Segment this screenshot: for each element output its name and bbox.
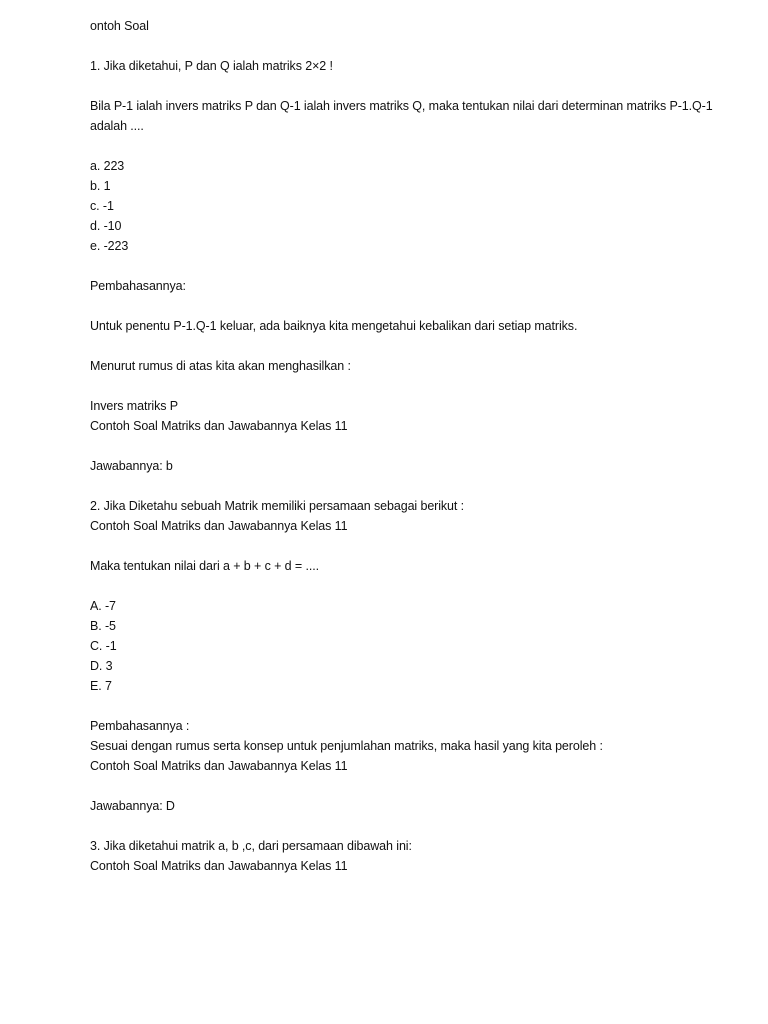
q2-answer: Jawabannya: D	[90, 799, 175, 813]
q2-option-c: C. -1	[90, 639, 117, 653]
q2-discussion-text-1: Sesuai dengan rumus serta konsep untuk penjumlahan matriks, maka hasil yang kita peroleh :	[90, 739, 603, 753]
q2-image-caption-2: Contoh Soal Matriks dan Jawabannya Kelas 11	[90, 759, 348, 773]
q1-option-d: d. -10	[90, 219, 122, 233]
q1-option-c: c. -1	[90, 199, 114, 213]
q1-option-b: b. 1	[90, 179, 111, 193]
q1-answer: Jawabannya: b	[90, 459, 173, 473]
spacer	[90, 776, 750, 796]
q1-option-a: a. 223	[90, 159, 125, 173]
q1-image-caption: Contoh Soal Matriks dan Jawabannya Kelas 11	[90, 419, 348, 433]
q1-question: 1. Jika diketahui, P dan Q ialah matriks 2×2 !	[90, 59, 333, 73]
spacer	[90, 136, 750, 156]
spacer	[90, 256, 750, 276]
q2-option-b: B. -5	[90, 619, 116, 633]
spacer	[90, 336, 750, 356]
q2-image-caption: Contoh Soal Matriks dan Jawabannya Kelas 11	[90, 519, 348, 533]
document-page	[90, 16, 750, 876]
spacer	[90, 816, 750, 836]
q2-statement: Maka tentukan nilai dari a + b + c + d = ....	[90, 559, 319, 573]
q2-option-a: A. -7	[90, 599, 116, 613]
spacer	[90, 296, 750, 316]
spacer	[90, 476, 750, 496]
q2-option-d: D. 3	[90, 659, 113, 673]
q1-statement: Bila P-1 ialah invers matriks P dan Q-1 ialah invers matriks Q, maka tentukan nilai dari determinan matriks P-1.Q-1 adalah ....	[90, 99, 713, 133]
spacer	[90, 576, 750, 596]
spacer	[90, 376, 750, 396]
spacer	[90, 436, 750, 456]
q1-discussion-text-2: Menurut rumus di atas kita akan menghasilkan :	[90, 359, 351, 373]
spacer	[90, 76, 750, 96]
q1-discussion-heading: Pembahasannya:	[90, 279, 186, 293]
q2-discussion-heading: Pembahasannya :	[90, 719, 190, 733]
q2-option-e: E. 7	[90, 679, 112, 693]
spacer	[90, 36, 750, 56]
q3-image-caption: Contoh Soal Matriks dan Jawabannya Kelas 11	[90, 859, 348, 873]
spacer	[90, 696, 750, 716]
document-title: ontoh Soal	[90, 19, 149, 33]
q1-discussion-text-1: Untuk penentu P-1.Q-1 keluar, ada baiknya kita mengetahui kebalikan dari setiap matriks.	[90, 319, 578, 333]
spacer	[90, 536, 750, 556]
q1-inverse-label: Invers matriks P	[90, 399, 178, 413]
q1-option-e: e. -223	[90, 239, 129, 253]
q3-question: 3. Jika diketahui matrik a, b ,c, dari persamaan dibawah ini:	[90, 839, 412, 853]
q2-question: 2. Jika Diketahu sebuah Matrik memiliki persamaan sebagai berikut :	[90, 499, 465, 513]
